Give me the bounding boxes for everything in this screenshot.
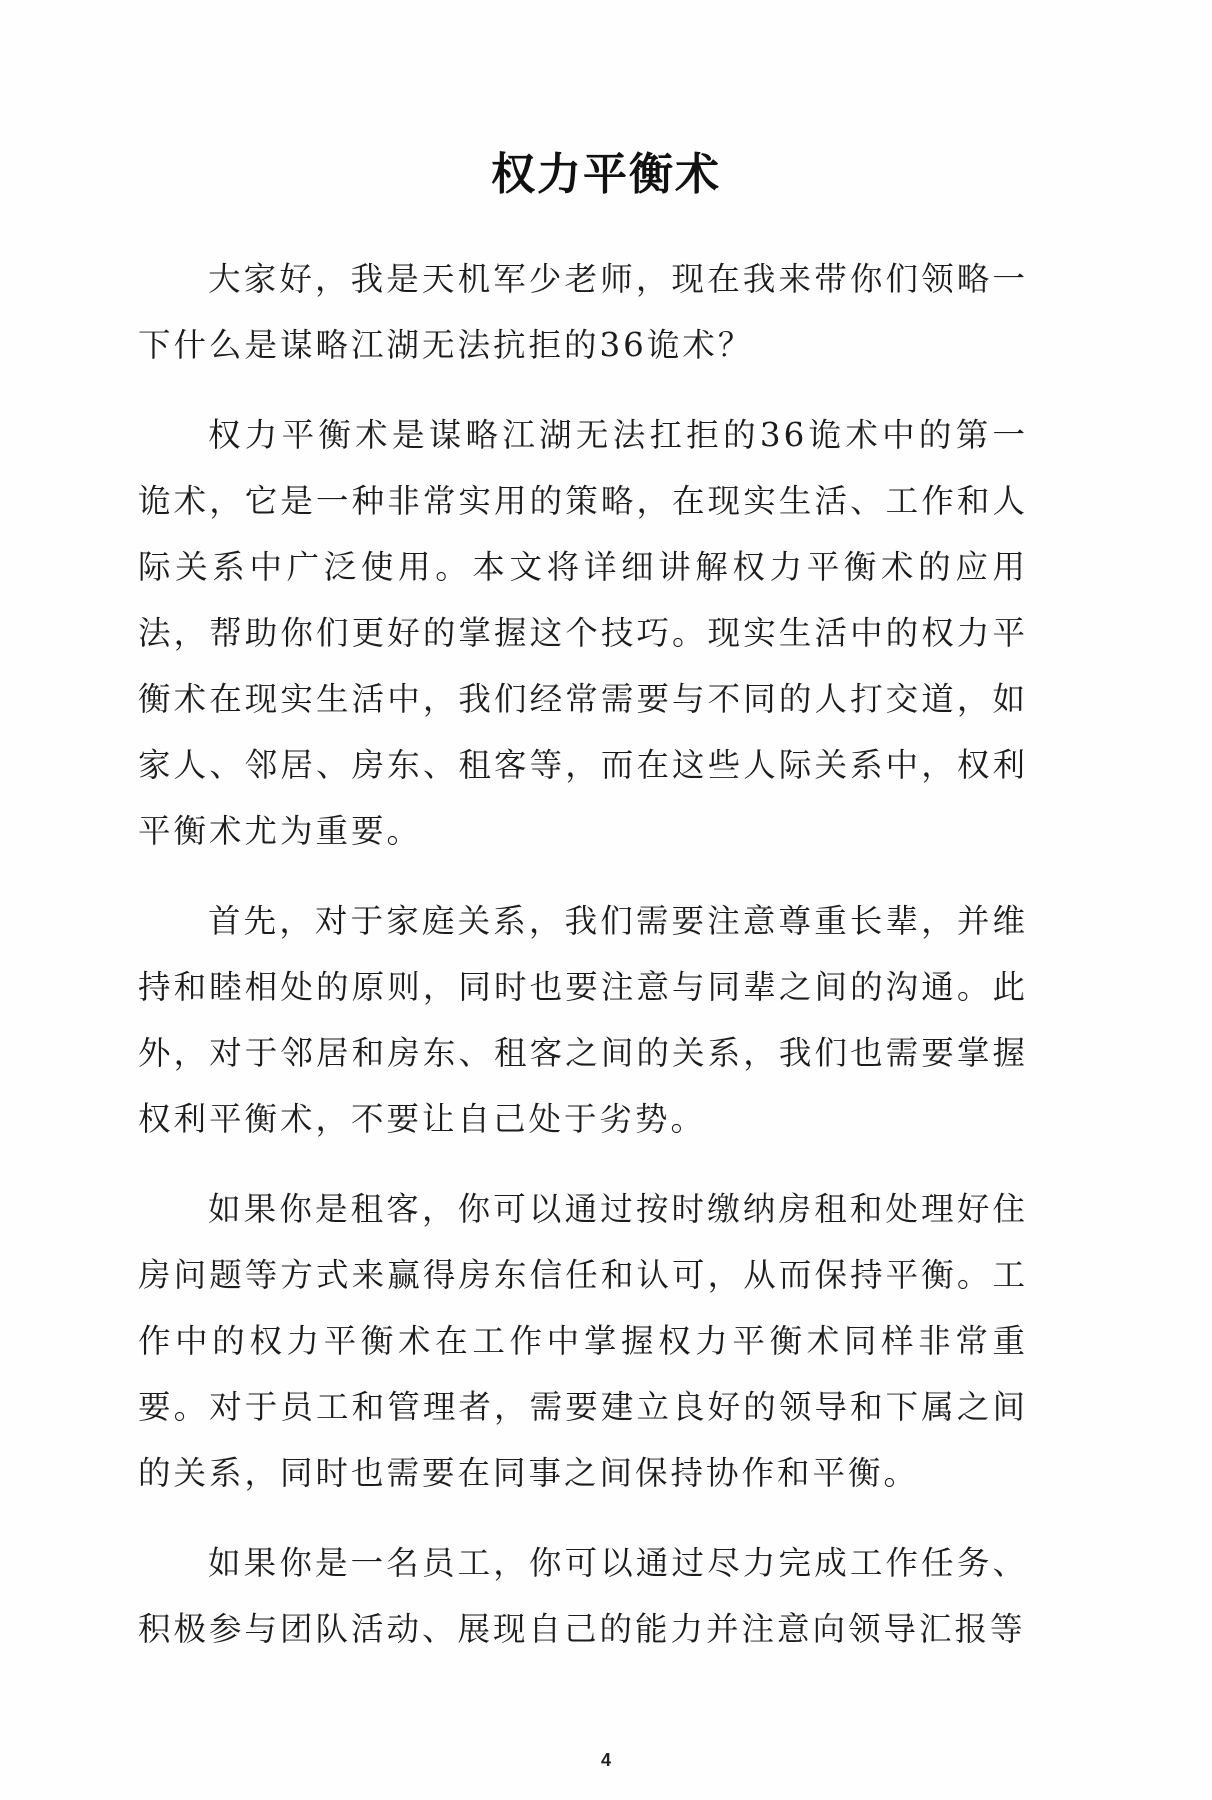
paragraph-family: 首先，对于家庭关系，我们需要注意尊重长辈，并维持和睦相处的原则，同时也要注意与同辈之间的沟通。此外，对于邻居和房东、租客之间的关系，我们也需要掌握权利平衡术，不要让自己处于劣势。 <box>138 902 1028 1138</box>
page-number: 4 <box>600 1750 611 1770</box>
page-title: 权力平衡术 <box>491 149 721 200</box>
body-text <box>138 246 1028 1686</box>
paragraph-intro: 大家好，我是天机军少老师，现在我来带你们领略一下什么是谋略江湖无法抗拒的36诡术？ <box>138 260 1028 364</box>
paragraph-employee: 如果你是一名员工，你可以通过尽力完成工作任务、积极参与团队活动、展现自己的能力并注意向领导汇报等 <box>138 1544 1028 1648</box>
paragraph-definition: 权力平衡术是谋略江湖无法扛拒的36诡术中的第一诡术，它是一种非常实用的策略，在现实生活、工作和人际关系中广泛使用。本文将详细讲解权力平衡术的应用法，帮助你们更好的掌握这个技巧。现实生活中的权力平衡术在现实生活中，我们经常需要与不同的人打交道，如家人、邻居、房东、租客等，而在这些人际关系中，权利平衡术尤为重要。 <box>138 416 1028 850</box>
paragraph-tenant: 如果你是租客，你可以通过按时缴纳房租和处理好住房问题等方式来赢得房东信任和认可，从而保持平衡。工作中的权力平衡术在工作中掌握权力平衡术同样非常重要。对于员工和管理者，需要建立良好的领导和下属之间的关系，同时也需要在同事之间保持协作和平衡。 <box>138 1190 1028 1492</box>
